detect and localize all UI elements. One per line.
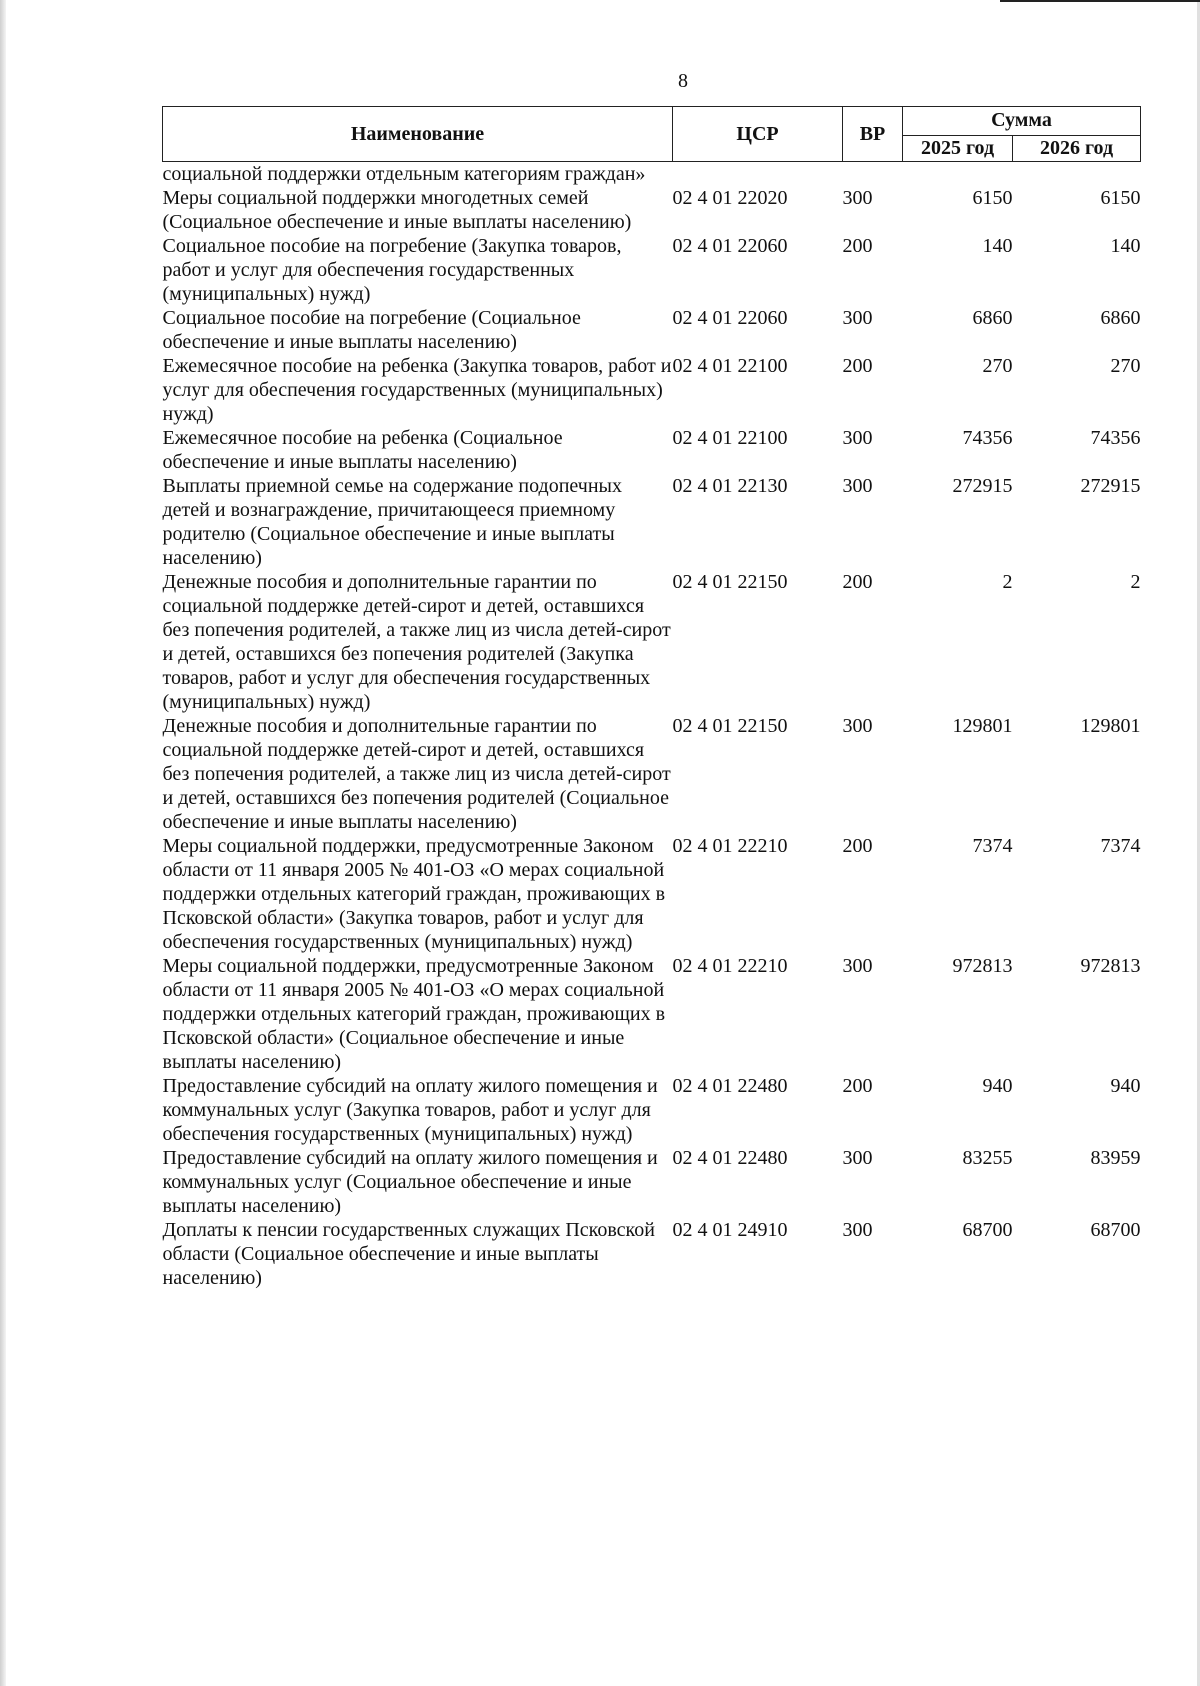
- row-amount-2026: 6860: [1100, 307, 1141, 329]
- row-vr-code: 300: [842, 955, 873, 977]
- header-vr: ВР: [843, 107, 903, 162]
- budget-table-header: [163, 107, 1141, 162]
- row-csr-code: 02 4 01 22060: [672, 307, 788, 329]
- header-sum: Сумма: [903, 107, 1141, 136]
- row-name: Ежемесячное пособие на ребенка (Закупка товаров, работ и услуг для обеспечения государственных (муниципальных) нужд): [162, 355, 672, 425]
- header-name: Наименование: [163, 107, 673, 162]
- row-amount-2026: 68700: [1090, 1219, 1141, 1241]
- scan-left-edge: [0, 0, 6, 1686]
- table-row: [163, 714, 1141, 834]
- row-vr-code: 300: [842, 307, 873, 329]
- row-vr-code: 300: [842, 1219, 873, 1241]
- row-vr-code: 300: [842, 715, 873, 737]
- row-amount-2026: 140: [1110, 235, 1141, 257]
- row-vr-code: 200: [842, 235, 873, 257]
- table-row: [163, 474, 1141, 570]
- row-csr-code: 02 4 01 24910: [672, 1219, 788, 1241]
- row-name: Меры социальной поддержки, предусмотренные Законом области от 11 января 2005 № 401-ОЗ «О мерах социальной поддержки отдельных категорий граждан, проживающих в Псковской области» (Социальное обеспечение и иные выплаты населению): [162, 955, 666, 1073]
- table-row: [163, 354, 1141, 426]
- budget-table-body: [163, 162, 1141, 1291]
- table-row: [163, 834, 1141, 954]
- row-csr-code: 02 4 01 22480: [672, 1147, 788, 1169]
- row-vr-code: 200: [842, 835, 873, 857]
- header-year-2025: 2025 год: [903, 135, 1013, 161]
- row-name: Предоставление субсидий на оплату жилого помещения и коммунальных услуг (Закупка товаров, работ и услуг для обеспечения государственных (муниципальных) нужд): [162, 1075, 658, 1145]
- table-row: [163, 306, 1141, 354]
- row-vr-code: 200: [842, 1075, 873, 1097]
- row-vr-code: 300: [842, 187, 873, 209]
- row-name: Выплаты приемной семье на содержание подопечных детей и вознаграждение, причитающееся приемному родителю (Социальное обеспечение и иные выплаты населению): [162, 475, 622, 569]
- continuation-text: социальной поддержки отдельным категориям граждан»: [162, 163, 646, 185]
- row-amount-2025: 940: [982, 1075, 1013, 1097]
- row-csr-code: 02 4 01 22020: [672, 187, 788, 209]
- row-name: Ежемесячное пособие на ребенка (Социальное обеспечение и иные выплаты населению): [162, 427, 563, 473]
- row-amount-2025: 272915: [952, 475, 1013, 497]
- row-name: Меры социальной поддержки многодетных семей (Социальное обеспечение и иные выплаты населению): [162, 187, 632, 233]
- row-amount-2025: 68700: [962, 1219, 1013, 1241]
- table-row: [163, 954, 1141, 1074]
- row-amount-2025: 140: [982, 235, 1013, 257]
- table-row: [163, 1074, 1141, 1146]
- row-amount-2026: 83959: [1090, 1147, 1141, 1169]
- row-name: Денежные пособия и дополнительные гарантии по социальной поддержке детей-сирот и детей, оставшихся без попечения родителей, а также лиц из числа детей-сирот и детей, оставшихся без попечения родителей (Социальное обеспечение и иные выплаты населению): [162, 715, 671, 833]
- row-amount-2026: 270: [1110, 355, 1141, 377]
- row-name: Предоставление субсидий на оплату жилого помещения и коммунальных услуг (Социальное обеспечение и иные выплаты населению): [162, 1147, 658, 1217]
- row-amount-2025: 83255: [962, 1147, 1013, 1169]
- table-row: [163, 426, 1141, 474]
- row-amount-2025: 270: [982, 355, 1013, 377]
- row-amount-2025: 74356: [962, 427, 1013, 449]
- row-amount-2026: 7374: [1100, 835, 1141, 857]
- row-name: Денежные пособия и дополнительные гарантии по социальной поддержке детей-сирот и детей, оставшихся без попечения родителей, а также лиц из числа детей-сирот и детей, оставшихся без попечения родителей (Закупка товаров, работ и услуг для обеспечения государственных (муниципальных) нужд): [162, 571, 671, 713]
- table-row: [163, 234, 1141, 306]
- row-amount-2026: 129801: [1080, 715, 1141, 737]
- row-vr-code: 300: [842, 1147, 873, 1169]
- header-year-2026: 2026 год: [1013, 135, 1141, 161]
- row-amount-2026: 74356: [1090, 427, 1141, 449]
- row-amount-2025: 2: [1002, 571, 1013, 593]
- table-row: [163, 1146, 1141, 1218]
- budget-table: [162, 106, 1141, 1290]
- table-row: [163, 570, 1141, 714]
- row-vr-code: 300: [842, 475, 873, 497]
- row-name: Социальное пособие на погребение (Социальное обеспечение и иные выплаты населению): [162, 307, 581, 353]
- row-vr-code: 300: [842, 427, 873, 449]
- header-csr: ЦСР: [673, 107, 843, 162]
- row-csr-code: 02 4 01 22210: [672, 835, 788, 857]
- row-amount-2026: 940: [1110, 1075, 1141, 1097]
- row-name: Доплаты к пенсии государственных служащих Псковской области (Социальное обеспечение и иные выплаты населению): [162, 1219, 655, 1289]
- row-csr-code: 02 4 01 22130: [672, 475, 788, 497]
- row-amount-2026: 2: [1130, 571, 1141, 593]
- row-vr-code: 200: [842, 355, 873, 377]
- row-vr-code: 200: [842, 571, 873, 593]
- row-amount-2025: 972813: [952, 955, 1013, 977]
- row-csr-code: 02 4 01 22060: [672, 235, 788, 257]
- row-amount-2025: 129801: [952, 715, 1013, 737]
- row-csr-code: 02 4 01 22150: [672, 715, 788, 737]
- row-amount-2025: 7374: [972, 835, 1013, 857]
- row-csr-code: 02 4 01 22100: [672, 355, 788, 377]
- row-amount-2026: 972813: [1080, 955, 1141, 977]
- row-amount-2025: 6860: [972, 307, 1013, 329]
- row-csr-code: 02 4 01 22100: [672, 427, 788, 449]
- table-row: [163, 186, 1141, 234]
- row-name: Меры социальной поддержки, предусмотренные Законом области от 11 января 2005 № 401-ОЗ «О мерах социальной поддержки отдельных категорий граждан, проживающих в Псковской области» (Закупка товаров, работ и услуг для обеспечения государственных (муниципальных) нужд): [162, 835, 666, 953]
- scan-top-rule: [1000, 0, 1200, 2]
- page-number: 8: [678, 70, 688, 92]
- table-row: [163, 1218, 1141, 1290]
- continuation-row: [163, 162, 1141, 187]
- row-csr-code: 02 4 01 22210: [672, 955, 788, 977]
- row-amount-2025: 6150: [972, 187, 1013, 209]
- row-amount-2026: 6150: [1100, 187, 1141, 209]
- row-csr-code: 02 4 01 22480: [672, 1075, 788, 1097]
- row-amount-2026: 272915: [1080, 475, 1141, 497]
- row-csr-code: 02 4 01 22150: [672, 571, 788, 593]
- row-name: Социальное пособие на погребение (Закупка товаров, работ и услуг для обеспечения государственных (муниципальных) нужд): [162, 235, 622, 305]
